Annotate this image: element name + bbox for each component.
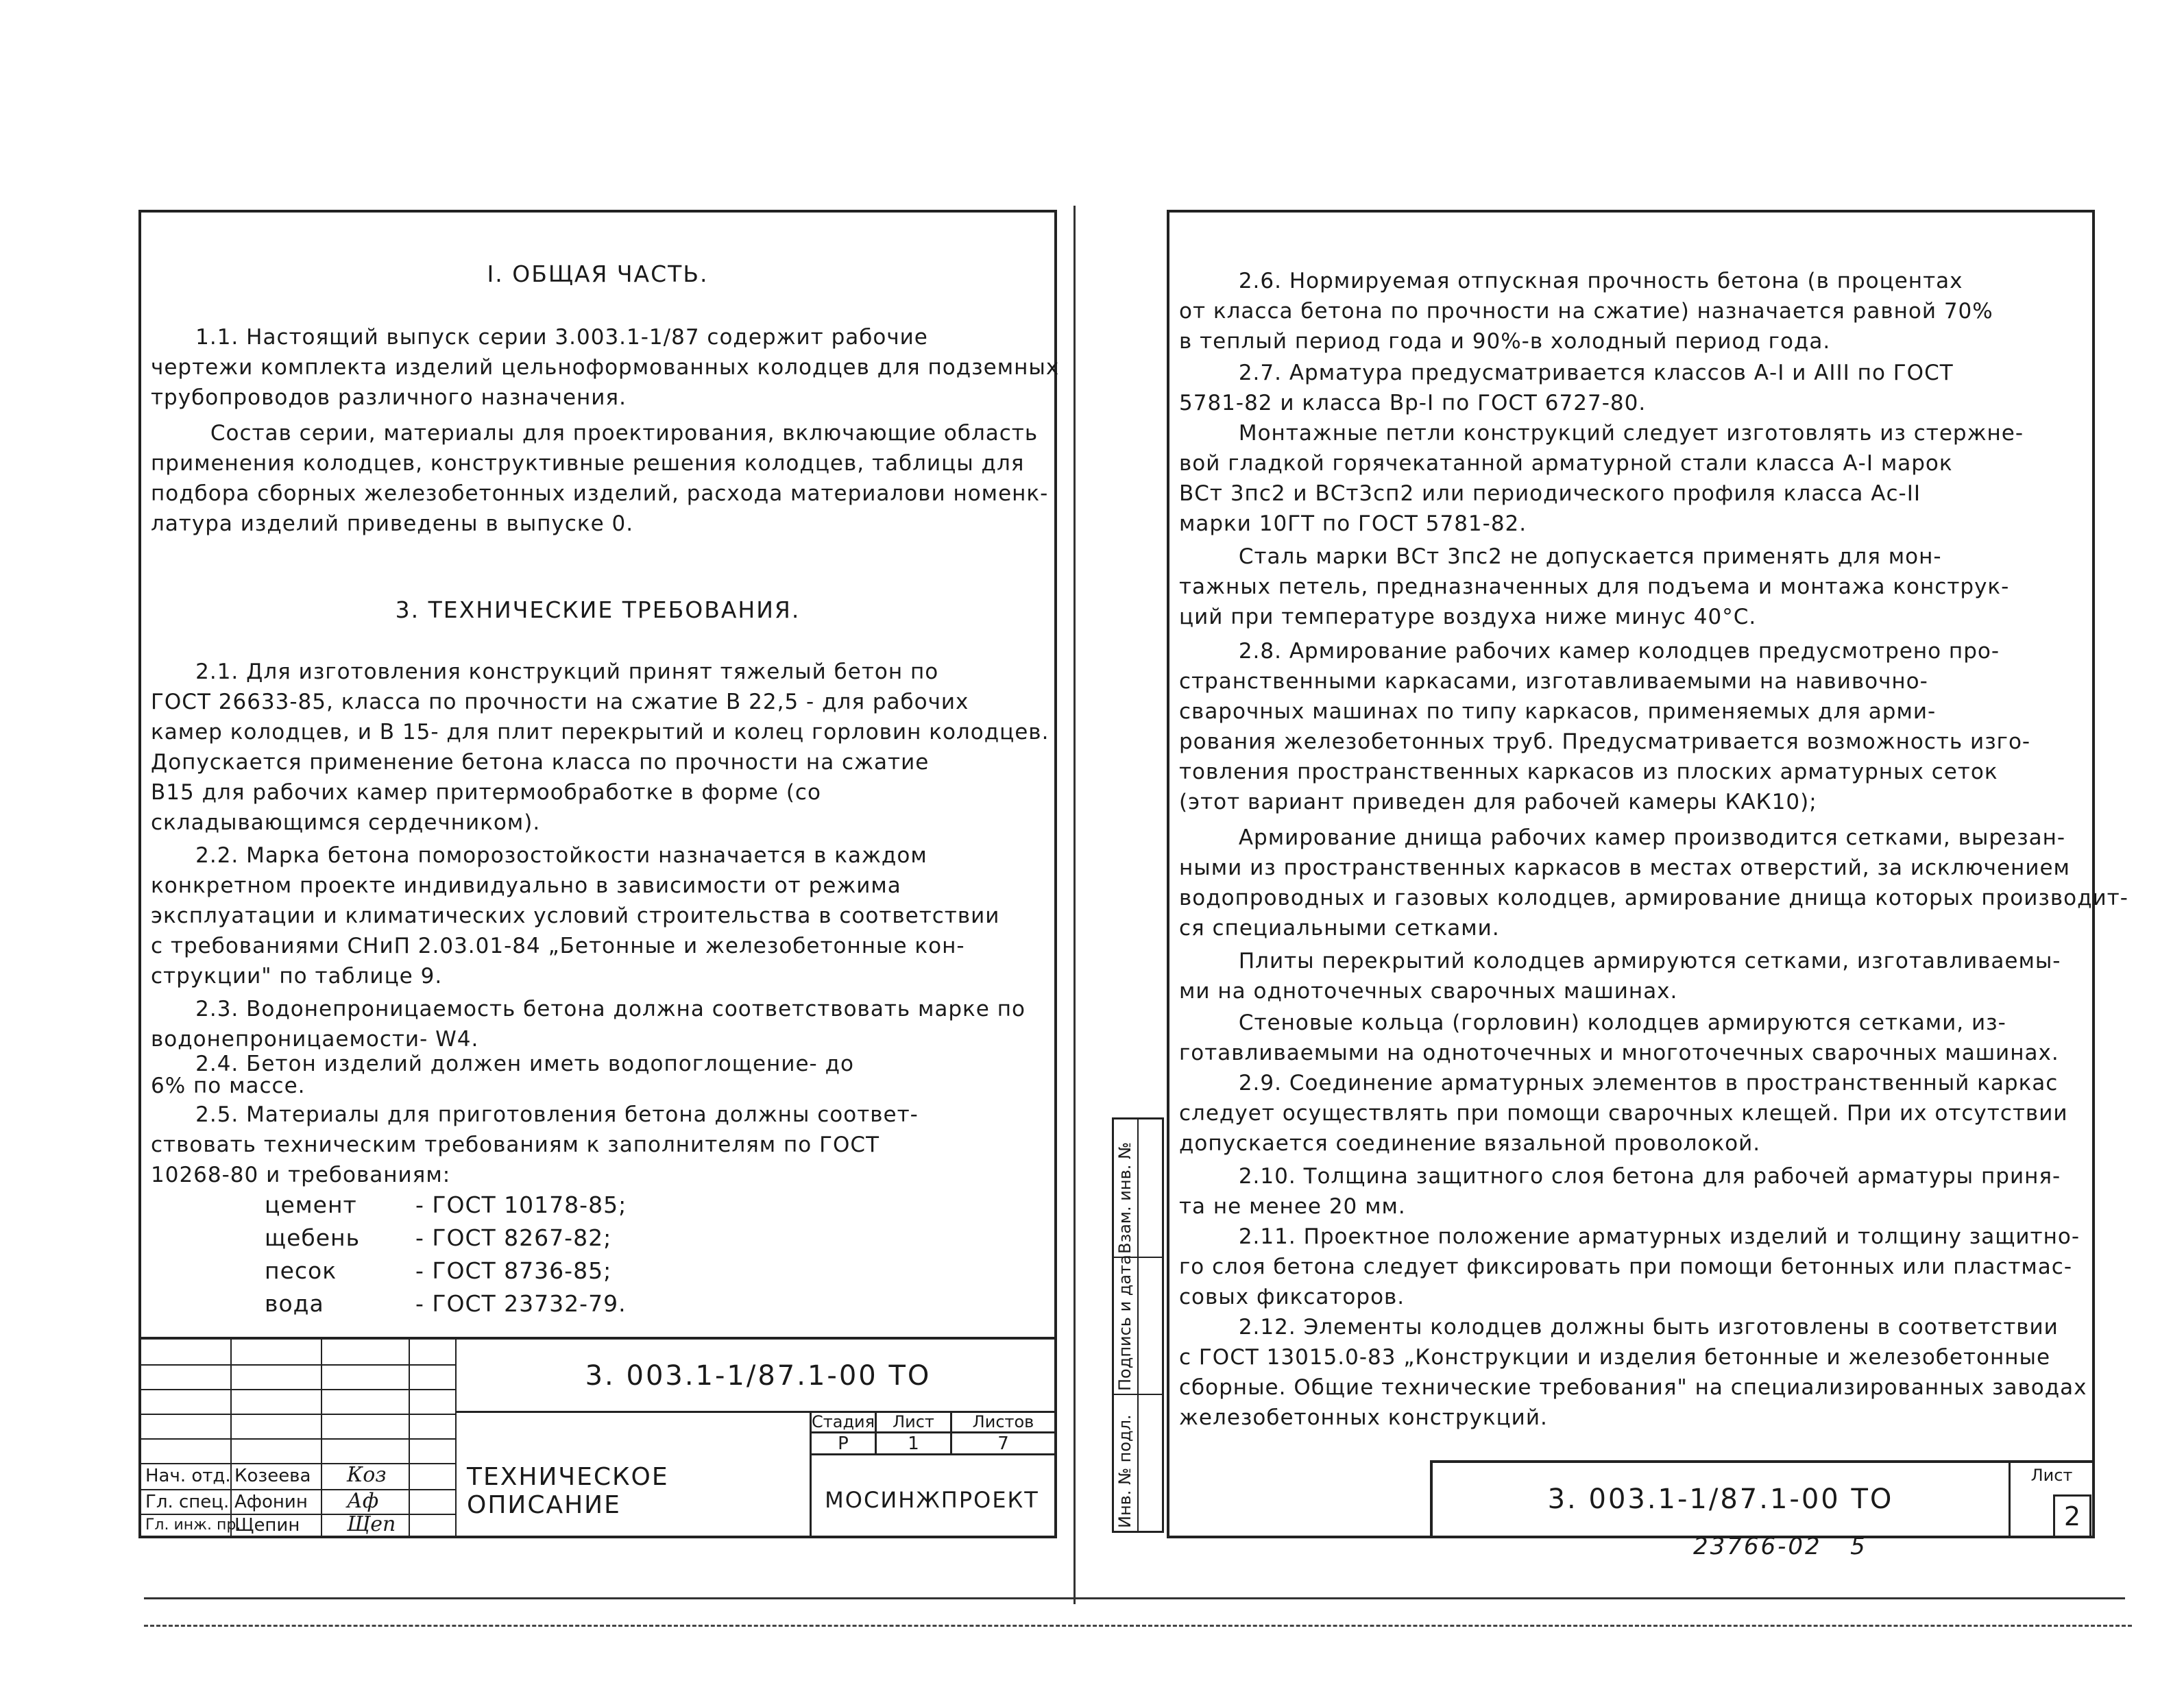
paragraph-wall-rings: Стеновые кольца (горловин) колодцев армируются сетками, из- готавливаемыми на одноточечных и многоточечных сварочных машинах.	[1179, 1010, 2059, 1065]
paragraph-steel-grade: Сталь марки ВСт 3пс2 не допускается применять для мон- тажных петель, предназначенных для подъема и монтажа конструк- ций при температуре воздуха ниже минус 40°С.	[1179, 544, 2010, 629]
material-sand: песок - ГОСТ 8736-85;	[265, 1257, 612, 1284]
materials-list	[265, 1189, 627, 1320]
signature-3: Щеп	[347, 1512, 396, 1536]
document-code: 3. 003.1-1/87.1-00 ТО	[585, 1360, 932, 1392]
paragraph-2-7: 2.7. Арматура предусматривается классов А-I и АIII по ГОСТ 5781-82 и класса Вр-I по ГОСТ 6727-80.	[1179, 361, 1954, 415]
replaced-inv-label: Взам. инв. №	[1115, 1142, 1135, 1254]
paragraph-composition: Состав серии, материалы для проектирования, включающие область применения колодцев, конструктивные решения колодцев, таблицы для подбора сборных железобетонных изделий, расхода материалови номенк- латура изделий приведены в выпуске 0.	[151, 421, 1049, 536]
bottom-dashed-line	[144, 1625, 2132, 1627]
title-block-sheet-2	[1430, 1460, 2095, 1538]
signature-1: Коз	[347, 1463, 387, 1487]
section-heading-general: I. ОБЩАЯ ЧАСТЬ.	[487, 261, 709, 287]
sheet-label: Лист	[893, 1412, 934, 1431]
material-gravel: щебень - ГОСТ 8267-82;	[265, 1224, 612, 1251]
role-1: Нач. отд.	[145, 1466, 231, 1486]
role-3: Гл. инж. пр.	[145, 1516, 241, 1534]
material-water: вода - ГОСТ 23732-79.	[265, 1290, 627, 1317]
name-2: Афонин	[234, 1492, 308, 1512]
signature-date-label: Подпись и дата	[1115, 1255, 1135, 1391]
paragraph-2-9: 2.9. Соединение арматурных элементов в пространственный каркас следует осуществлять при помощи сварочных клещей. При их отсутствии допускается соединение вязальной проволокой.	[1179, 1071, 2068, 1156]
bottom-border-line	[144, 1597, 2125, 1599]
section-heading-requirements: 3. ТЕХНИЧЕСКИЕ ТРЕБОВАНИЯ.	[395, 596, 801, 623]
paragraph-2-4: 2.4. Бетон изделий должен иметь водопоглощение- до 6% по массе.	[151, 1052, 854, 1098]
archive-number: 23766-02 5	[1693, 1533, 1867, 1560]
approval-grid	[141, 1340, 457, 1538]
inv-no-orig-label: Инв. № подл.	[1115, 1414, 1135, 1528]
paragraph-2-5: 2.5. Материалы для приготовления бетона должны соответ- ствовать техническим требованиям к заполнителям по ГОСТ 10268-80 и требованиям:	[151, 1102, 919, 1187]
document-title: ТЕХНИЧЕСКОЕ ОПИСАНИЕ	[467, 1463, 669, 1519]
paragraph-2-12: 2.12. Элементы колодцев должны быть изготовлены в соответствии с ГОСТ 13015.0-83 „Конструкции и изделия бетонные и железобетонные сборные. Общие технические требования" на специализированных заводах железобетонных конструкций.	[1179, 1315, 2087, 1430]
role-2: Гл. спец.	[145, 1492, 230, 1512]
sheet-label-2: Лист	[2030, 1466, 2073, 1485]
document-code-2: 3. 003.1-1/87.1-00 ТО	[1547, 1484, 1894, 1515]
sheet-left	[138, 210, 1060, 1538]
paragraph-mounting-loops: Монтажные петли конструкций следует изготовлять из стержне- вой гладкой горячекатанной арматурной стали класса А-I марок ВСт 3пс2 и ВСт3сп2 или периодического профиля класса Ас-II марки 10ГТ по ГОСТ 5781-82.	[1179, 421, 2024, 536]
sheet-right	[1167, 210, 2128, 1538]
sheets-label: Листов	[972, 1412, 1034, 1431]
sheet-value: 1	[908, 1433, 919, 1454]
paragraph-2-8: 2.8. Армирование рабочих камер колодцев предусмотрено про- странственными каркасами, изготавливаемыми на навивочно- сварочных машинах по типу каркасов, применяемых для арми- рования железобетонных труб. Предусматривается возможность изго- товления пространственных каркасов из плоских арматурных сеток (этот вариант приведен для рабочей камеры КАК10);	[1179, 639, 2031, 814]
sheets-value: 7	[997, 1433, 1009, 1454]
paragraph-2-3: 2.3. Водонепроницаемость бетона должна соответствовать марке по водонепроницаемости- W4.	[151, 997, 1026, 1052]
paragraph-2-1: 2.1. Для изготовления конструкций принят тяжелый бетон по ГОСТ 26633-85, класса по прочности на сжатие В 22,5 - для рабочих камер колодцев, и В 15- для плит перекрытий и колец горловин колодцев. Допускается применение бетона класса по прочности на сжатие В15 для рабочих камер притермообработке в форме (со складывающимся сердечником).	[151, 659, 1049, 835]
fold-line	[1073, 206, 1076, 1604]
paragraph-2-2: 2.2. Марка бетона поморозостойкости назначается в каждом конкретном проекте индивидуально в зависимости от режима эксплуатации и климатических условий строительства в соответствии с требованиями СНиП 2.03.01-84 „Бетонные и железобетонные кон- струкции" по таблице 9.	[151, 843, 1000, 989]
side-stamp-strip	[1112, 1117, 1164, 1533]
stage-label: Стадия	[812, 1412, 875, 1431]
stage-value: Р	[838, 1433, 849, 1454]
paragraph-2-11: 2.11. Проектное положение арматурных изделий и толщину защитно- го слоя бетона следует фиксировать при помощи бетонных или пластмас- совых фиксаторов.	[1179, 1224, 2080, 1309]
sheet-number-2: 2	[2053, 1494, 2091, 1538]
name-1: Козеева	[234, 1466, 311, 1486]
signature-2: Аф	[347, 1489, 379, 1513]
paragraph-2-10: 2.10. Толщина защитного слоя бетона для рабочей арматуры приня- та не менее 20 мм.	[1179, 1164, 2061, 1219]
paragraph-2-6: 2.6. Нормируемая отпускная прочность бетона (в процентах от класса бетона по прочности на сжатие) назначается равной 70% в теплый период года и 90%-в холодный период года.	[1179, 269, 1993, 354]
name-3: Щепин	[234, 1515, 300, 1536]
material-cement: цемент - ГОСТ 10178-85;	[265, 1191, 627, 1218]
paragraph-1-1: 1.1. Настоящий выпуск серии 3.003.1-1/87 содержит рабочие чертежи комплекта изделий цельноформованных колодцев для подземных трубопроводов различного назначения.	[151, 325, 1060, 410]
organization: МОСИНЖПРОЕКТ	[825, 1487, 1039, 1513]
paragraph-bottom-reinforcement: Армирование днища рабочих камер производится сетками, вырезан- ными из пространственных каркасов в местах отверстий, за исключением водопроводных и газовых колодцев, армирование днища которых производит- ся специальными сетками.	[1179, 825, 2128, 941]
paragraph-cover-slabs: Плиты перекрытий колодцев армируются сетками, изготавливаемы- ми на одноточечных сварочных машинах.	[1179, 949, 2061, 1004]
title-block	[141, 1337, 1054, 1538]
